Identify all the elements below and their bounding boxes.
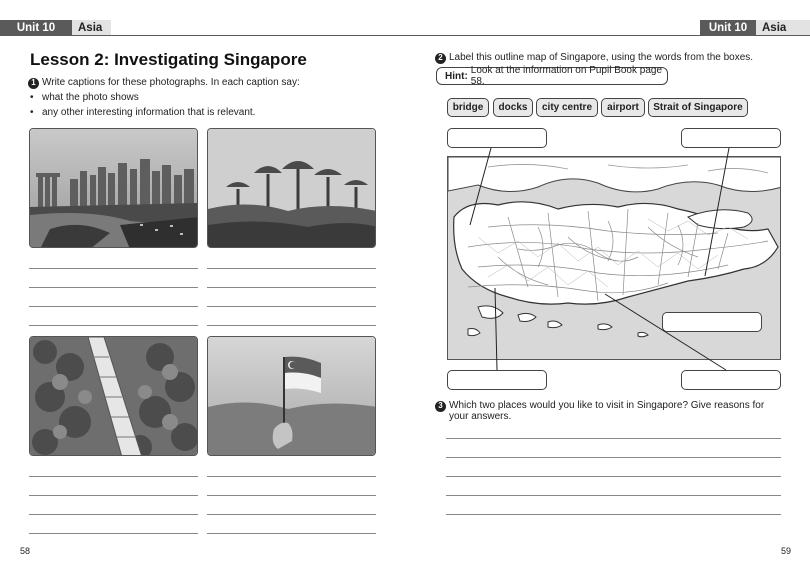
bullet-item: • what the photo shows <box>30 92 139 103</box>
writing-line[interactable] <box>446 438 781 439</box>
question-number: 3 <box>435 401 446 412</box>
word-box-docks[interactable]: docks <box>493 98 533 117</box>
word-box-city-centre[interactable]: city centre <box>536 98 598 117</box>
question-1-text: Write captions for these photographs. In each caption say: <box>42 77 300 88</box>
unit-label: Unit 10 <box>700 20 756 35</box>
unit-label: Unit 10 <box>0 20 72 35</box>
question-3-text: Which two places would you like to visit in Singapore? Give reasons for <box>449 400 765 411</box>
bullet-item: • any other interesting information that is relevant. <box>30 107 256 118</box>
page-number-left: 58 <box>20 546 31 556</box>
word-box-strait-of-singapore[interactable]: Strait of Singapore <box>648 98 748 117</box>
word-box-airport[interactable]: airport <box>601 98 645 117</box>
unit-topic: Asia <box>72 20 111 35</box>
page-number-right: 59 <box>781 546 792 556</box>
question-number: 1 <box>28 78 39 89</box>
hint-label: Hint: <box>445 70 468 82</box>
question-number: 2 <box>435 53 446 64</box>
bullet-dot-icon: • <box>30 107 34 118</box>
writing-line[interactable] <box>446 495 781 496</box>
word-box-bridge[interactable]: bridge <box>447 98 489 117</box>
unit-topic: Asia <box>756 20 810 35</box>
bullet-dot-icon: • <box>30 92 34 103</box>
lesson-title: Lesson 2: Investigating Singapore <box>30 50 307 69</box>
writing-line[interactable] <box>446 514 781 515</box>
writing-line[interactable] <box>446 457 781 458</box>
hint-text: Look at the information on Pupil Book page 58. <box>470 65 663 87</box>
writing-line[interactable] <box>446 476 781 477</box>
question-3-text-line2: your answers. <box>449 411 512 422</box>
question-2-text: Label this outline map of Singapore, using the words from the boxes. <box>449 52 754 63</box>
